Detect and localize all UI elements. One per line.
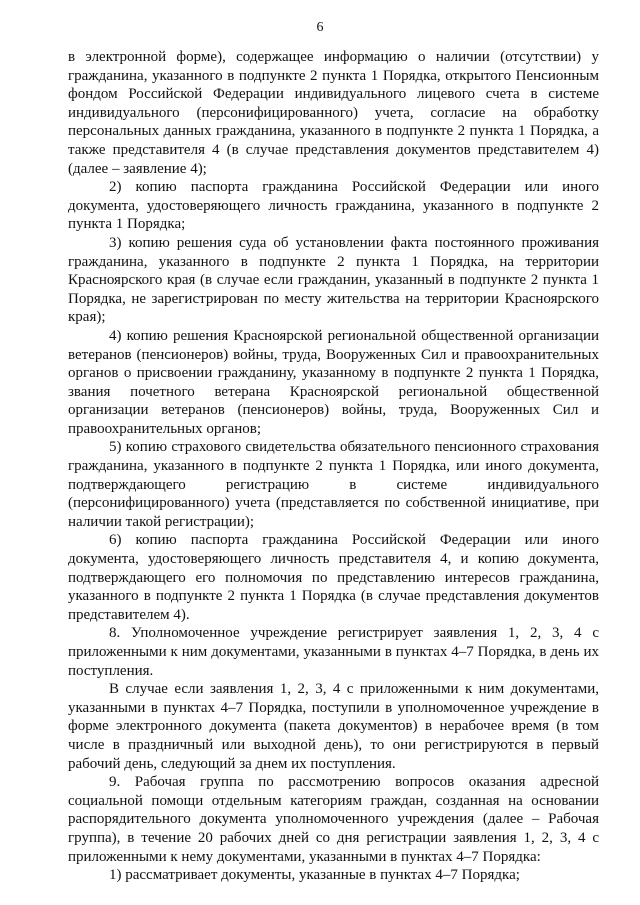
paragraph-7: 8. Уполномоченное учреждение регистрирует заявления 1, 2, 3, 4 с приложенными к ним документами, указанными в пунктах 4–7 Порядка, в день их поступления. [68, 625, 599, 679]
paragraph-3: 3) копию решения суда об установлении факта постоянного проживания гражданина, указанного в подпункте 2 пункта 1 Порядка, на территории Красноярского края (в случае если гражданин, указанный в подпункте 2 пункта 1 Порядка, не зарегистрирован по месту жительства на территории Красноярского края); [68, 234, 599, 326]
paragraph-6: 6) копию паспорта гражданина Российской Федерации или иного документа, удостоверяющего личность представителя 4, и копию документа, подтверждающего его полномочия по представлению интересов гражданина, указанного в подпункте 2 пункта 1 Порядка (в случае представления документов представителем 4). [68, 532, 599, 623]
paragraph-10: 1) рассматривает документы, указанные в пунктах 4–7 Порядка; [109, 867, 520, 884]
document-body [68, 48, 599, 885]
paragraph-8: В случае если заявления 1, 2, 3, 4 с приложенными к ним документами, указанными в пунктах 4–7 Порядка, поступили в уполномоченное учреждение в форме электронного документа (пакета документов) в нерабочее время (в том числе в праздничный или выходной день), то они регистрируются в первый рабочий день, следующий за днем их поступления. [68, 681, 599, 772]
paragraph-4: 4) копию решения Красноярской региональной общественной организации ветеранов (пенсионеров) войны, труда, Вооруженных Сил и правоохранительных органов о присвоении гражданину, указанному в подпункте 2 пункта 1 Порядка, звания почетного ветерана Красноярской региональной общественной организации ветеранов (пенсионеров) войны, труда, Вооруженных Сил и правоохранительных органов; [68, 327, 599, 437]
page-number: 6 [316, 20, 324, 35]
paragraph-2: 2) копию паспорта гражданина Российской Федерации или иного документа, удостоверяющего личность гражданина, указанного в подпункте 2 пункта 1 Порядка; [68, 179, 599, 233]
paragraph-1: в электронной форме), содержащее информацию о наличии (отсутствии) у гражданина, указанного в подпункте 2 пункта 1 Порядка, открытого Пенсионным фондом Российской Федерации индивидуального лицевого счета в системе индивидуального (персонифицированного) учета, согласие на обработку персональных данных гражданина, указанного в подпункте 2 пункта 1 Порядка, а также представителя 4 (в случае представления документов представителем 4) (далее – заявление 4); [68, 49, 599, 177]
paragraph-5: 5) копию страхового свидетельства обязательного пенсионного страхования гражданина, указанного в подпункте 2 пункта 1 Порядка, или иного документа, подтверждающего регистрацию в системе индивидуального (персонифицированного) учета (представляется по собственной инициативе, при наличии такой регистрации); [68, 439, 599, 530]
paragraph-9: 9. Рабочая группа по рассмотрению вопросов оказания адресной социальной помощи отдельным категориям граждан, созданная на основании распорядительного документа уполномоченного учреждения (далее – Рабочая группа), в течение 20 рабочих дней со дня регистрации заявления 1, 2, 3, 4 с приложенными к нему документами, указанными в пунктах 4–7 Порядка: [68, 774, 599, 865]
